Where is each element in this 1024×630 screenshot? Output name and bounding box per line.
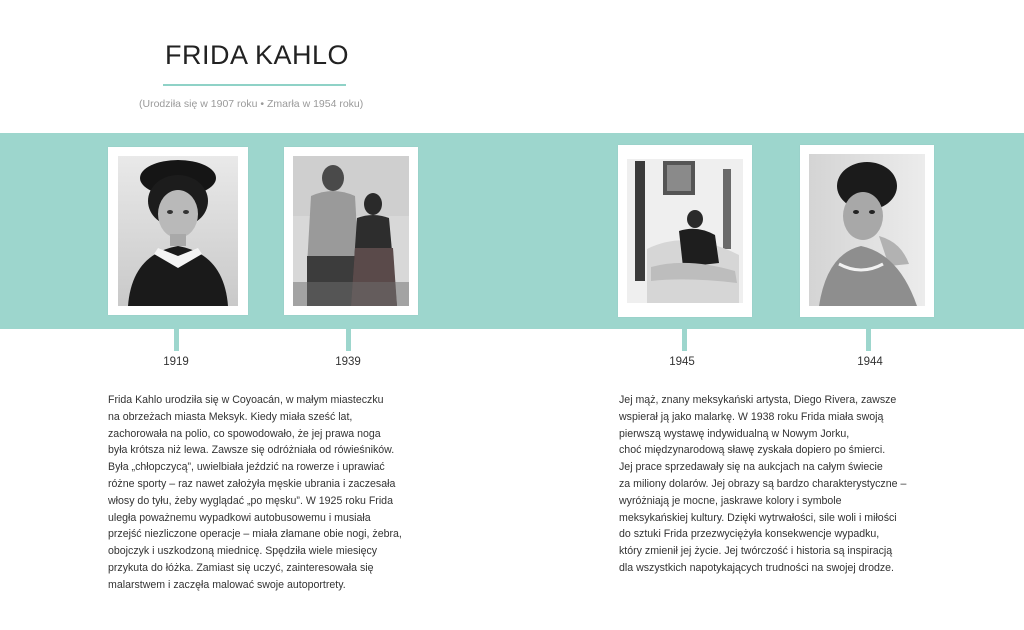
life-dates-subtitle: (Urodziła się w 1907 roku • Zmarła w 1954 roku)	[139, 98, 364, 110]
title-underline	[163, 84, 346, 86]
text-line: za miliony dolarów. Jej obrazy są bardzo charakterystyczne –	[619, 477, 907, 490]
text-line: wyróżniają je mocne, jaskrawe kolory i symbole	[619, 494, 842, 507]
biography-paragraph-left	[108, 392, 402, 594]
text-line: Jej prace sprzedawały się na aukcjach na całym świecie	[619, 461, 883, 474]
photo-card-1919	[108, 147, 248, 315]
text-line: do sztuki Frida przezwyciężyła konsekwencje wypadku,	[619, 528, 880, 541]
text-line: który zmienił jej życie. Jej twórczość i historia są inspiracją	[619, 545, 893, 558]
page-title: FRIDA KAHLO	[165, 40, 350, 70]
photo-card-1939	[284, 147, 418, 315]
text-line: uległa poważnemu wypadkowi autobusowemu i musiała	[108, 511, 371, 524]
photo-card-1944	[800, 145, 934, 317]
text-line: Jej mąż, znany meksykański artysta, Diego Rivera, zawsze	[619, 394, 897, 406]
text-line: obojczyk i uszkodzoną miednicę. Spędziła wiele miesięcy	[108, 545, 378, 558]
text-line: różne sporty – raz nawet założyła męskie ubrania i zaczesała	[108, 477, 396, 490]
text-line: meksykańskiej kultury. Dzięki wytrwałości, sile woli i miłości	[619, 511, 897, 524]
timeline-tick-1939	[346, 329, 351, 351]
photo-frida-in-bed	[627, 159, 743, 303]
timeline-tick-1944	[866, 329, 871, 351]
text-line: malarstwem i zaczęła malować swoje autoportrety.	[108, 578, 346, 591]
photo-frida-hand-on-chin	[809, 154, 925, 306]
text-line: zachorowała na polio, co spowodowało, że jej prawa noga	[108, 427, 381, 440]
timeline-year-1919: 1919	[163, 356, 189, 368]
text-line: była krótsza niż lewa. Zawsze się odróżniała od rówieśników.	[108, 444, 395, 457]
photo-card-1945	[618, 145, 752, 317]
timeline-year-1939: 1939	[335, 356, 361, 368]
text-line: przejść niezliczone operacje – miała złamane obie nogi, żebra,	[108, 528, 402, 541]
text-line: choć międzynarodową sławę zyskała dopiero po śmierci.	[619, 444, 886, 457]
text-line: na obrzeżach miasta Meksyk. Kiedy miała sześć lat,	[108, 410, 353, 423]
photo-frida-and-diego	[293, 156, 409, 306]
text-line: wspierał ją jako malarkę. W 1938 roku Frida miała swoją	[619, 410, 884, 423]
timeline-year-1944: 1944	[857, 356, 883, 368]
text-line: Frida Kahlo urodziła się w Coyoacán, w małym miasteczku	[108, 394, 384, 406]
text-line: pierwszą wystawę indywidualną w Nowym Jorku,	[619, 427, 850, 440]
text-line: włosy do tyłu, żeby wyglądać „po męsku”. W 1925 roku Frida	[108, 494, 393, 507]
timeline-tick-1945	[682, 329, 687, 351]
photo-portrait-young-frida	[118, 156, 238, 306]
text-line: przykuta do łóżka. Zamiast się uczyć, zainteresowała się	[108, 561, 374, 574]
timeline-tick-1919	[174, 329, 179, 351]
text-line: Była „chłopczycą”, uwielbiała jeździć na rowerze i uprawiać	[108, 461, 385, 474]
biography-paragraph-right	[619, 392, 906, 577]
timeline-year-1945: 1945	[669, 356, 695, 368]
text-line: dla wszystkich napotykających trudności na swojej drodze.	[619, 561, 894, 574]
